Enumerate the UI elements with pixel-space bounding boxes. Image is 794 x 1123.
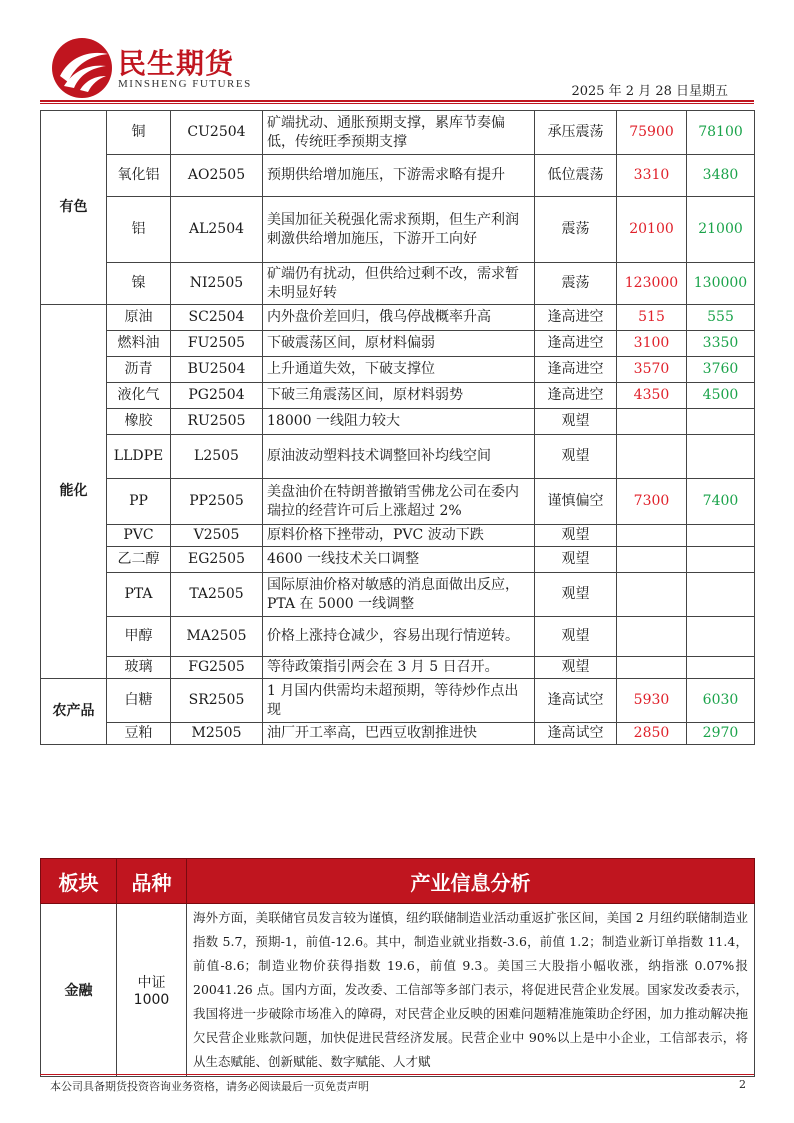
contract-code-cell: L2505 [171,435,263,479]
strategy-cell: 观望 [535,617,617,657]
high-price-cell [687,435,755,479]
low-price-cell: 3570 [617,357,687,383]
strategy-cell: 观望 [535,547,617,573]
high-price-cell [687,617,755,657]
table-row [41,723,755,745]
table-row [41,573,755,617]
page-number: 2 [739,1078,746,1091]
low-price-cell: 4350 [617,383,687,409]
strategy-cell: 逢高试空 [535,723,617,745]
high-price-cell: 3350 [687,331,755,357]
table-row [41,479,755,525]
variety-cell: PVC [107,525,171,547]
high-price-cell [687,657,755,679]
view-cell: 内外盘价差回归，俄乌停战概率升高 [263,305,535,331]
table-row [41,657,755,679]
table-row [41,197,755,263]
variety-cell: 白糖 [107,679,171,723]
contract-code-cell: PG2504 [171,383,263,409]
low-price-cell [617,657,687,679]
view-cell: 下破震荡区间，原材料偏弱 [263,331,535,357]
low-price-cell: 7300 [617,479,687,525]
view-cell: 4600 一线技术关口调整 [263,547,535,573]
view-cell: 原油波动塑料技术调整回补均线空间 [263,435,535,479]
contract-code-cell: V2505 [171,525,263,547]
view-cell: 上升通道失效，下破支撑位 [263,357,535,383]
strategy-cell: 逢高进空 [535,305,617,331]
variety-cell: 玻璃 [107,657,171,679]
table-row [41,305,755,331]
view-cell: 下破三角震荡区间，原材料弱势 [263,383,535,409]
header-sector: 板块 [41,859,117,904]
industry-analysis-table [40,858,755,1077]
high-price-cell [687,547,755,573]
variety-cell: 铝 [107,197,171,263]
low-price-cell: 20100 [617,197,687,263]
contract-code-cell: BU2504 [171,357,263,383]
table-row [41,383,755,409]
view-cell: 矿端扰动、通胀预期支撑，累库节奏偏低，传统旺季预期支撑 [263,111,535,155]
strategy-cell: 观望 [535,435,617,479]
strategy-table [40,110,755,745]
header-variety: 品种 [117,859,187,904]
high-price-cell: 78100 [687,111,755,155]
table-row [41,409,755,435]
low-price-cell [617,547,687,573]
low-price-cell: 123000 [617,263,687,305]
view-cell: 预期供给增加施压，下游需求略有提升 [263,155,535,197]
view-cell: 矿端仍有扰动，但供给过剩不改，需求暂未明显好转 [263,263,535,305]
analysis-header-row [41,859,755,904]
footer-disclaimer: 本公司具备期货投资咨询业务资格，请务必阅读最后一页免责声明 [50,1080,369,1093]
variety-cell: PP [107,479,171,525]
header-divider-thin [40,103,754,104]
strategy-cell: 逢高进空 [535,331,617,357]
variety-cell: 镍 [107,263,171,305]
high-price-cell: 555 [687,305,755,331]
high-price-cell: 4500 [687,383,755,409]
analysis-text: 海外方面，美联储官员发言较为谨慎，纽约联储制造业活动重返扩张区间，美国 2 月纽约联储制造业指数 5.7，预期-1，前值-12.6。其中，制造业就业指数-3.6，前值 1.2；制造业新订单指数 11.4，前值-8.6；制造业物价获得指数 19.6，前值 9.3。美国三大股指小幅收涨，纳指涨 0.07%报 20041.26 点。国内方面，发改委、工信部等多部门表示，将促进民营企业发展。国家发改委表示，我国将进一步破除市场准入的障碍，对民营企业反映的困难问题精准施策助企纾困，加力推动解决拖欠民营企业账款问题，加快促进民营经济发展。民营企业中 90%以上是中小企业，工信部表示，将从生态赋能、创新赋能、数字赋能、人才赋 [187,904,755,1077]
table-row [41,111,755,155]
low-price-cell: 3310 [617,155,687,197]
sector-cell: 能化 [41,305,107,679]
low-price-cell [617,435,687,479]
header-analysis: 产业信息分析 [187,859,755,904]
contract-code-cell: NI2505 [171,263,263,305]
low-price-cell [617,617,687,657]
footer-divider [40,1074,754,1075]
contract-code-cell: AO2505 [171,155,263,197]
low-price-cell [617,573,687,617]
analysis-variety-line2: 1000 [133,992,170,1008]
high-price-cell: 6030 [687,679,755,723]
high-price-cell [687,525,755,547]
strategy-cell: 逢高进空 [535,357,617,383]
view-cell: 18000 一线阻力较大 [263,409,535,435]
variety-cell: 液化气 [107,383,171,409]
table-row [41,357,755,383]
low-price-cell: 5930 [617,679,687,723]
variety-cell: 氧化铝 [107,155,171,197]
strategy-cell: 逢高进空 [535,383,617,409]
contract-code-cell: FG2505 [171,657,263,679]
sector-cell: 农产品 [41,679,107,745]
view-cell: 美盘油价在特朗普撤销雪佛龙公司在委内瑞拉的经营许可后上涨超过 2% [263,479,535,525]
strategy-cell: 观望 [535,573,617,617]
strategy-cell: 谨慎偏空 [535,479,617,525]
contract-code-cell: CU2504 [171,111,263,155]
view-cell: 美国加征关税强化需求预期，但生产利润刺激供给增加施压，下游开工向好 [263,197,535,263]
analysis-variety-line1: 中证 [137,975,166,991]
table-row [41,435,755,479]
contract-code-cell: EG2505 [171,547,263,573]
variety-cell: LLDPE [107,435,171,479]
contract-code-cell: PP2505 [171,479,263,525]
table-row [41,331,755,357]
view-cell: 油厂开工率高，巴西豆收割推进快 [263,723,535,745]
analysis-variety [117,904,187,1077]
table-row [41,547,755,573]
contract-code-cell: MA2505 [171,617,263,657]
high-price-cell: 2970 [687,723,755,745]
high-price-cell: 130000 [687,263,755,305]
contract-code-cell: SR2505 [171,679,263,723]
variety-cell: 原油 [107,305,171,331]
variety-cell: 豆粕 [107,723,171,745]
low-price-cell [617,525,687,547]
view-cell: 等待政策指引两会在 3 月 5 日召开。 [263,657,535,679]
analysis-row [41,904,755,1077]
low-price-cell: 75900 [617,111,687,155]
high-price-cell [687,409,755,435]
strategy-cell: 低位震荡 [535,155,617,197]
contract-code-cell: M2505 [171,723,263,745]
high-price-cell: 21000 [687,197,755,263]
table-row [41,679,755,723]
table-row [41,617,755,657]
low-price-cell [617,409,687,435]
low-price-cell: 515 [617,305,687,331]
header-divider [40,100,754,102]
contract-code-cell: TA2505 [171,573,263,617]
view-cell: 原料价格下挫带动，PVC 波动下跌 [263,525,535,547]
table-row [41,155,755,197]
contract-code-cell: FU2505 [171,331,263,357]
strategy-cell: 观望 [535,657,617,679]
strategy-cell: 观望 [535,525,617,547]
strategy-cell: 承压震荡 [535,111,617,155]
contract-code-cell: AL2504 [171,197,263,263]
view-cell: 价格上涨持仓减少，容易出现行情逆转。 [263,617,535,657]
variety-cell: 橡胶 [107,409,171,435]
variety-cell: 铜 [107,111,171,155]
high-price-cell: 3760 [687,357,755,383]
high-price-cell: 3480 [687,155,755,197]
contract-code-cell: SC2504 [171,305,263,331]
strategy-cell: 逢高试空 [535,679,617,723]
view-cell: 国际原油价格对敏感的消息面做出反应，PTA 在 5000 一线调整 [263,573,535,617]
sector-cell: 有色 [41,111,107,305]
table-row [41,263,755,305]
brand-name-en: MINSHENG FUTURES [118,78,252,90]
table-row [41,525,755,547]
high-price-cell: 7400 [687,479,755,525]
strategy-cell: 震荡 [535,197,617,263]
low-price-cell: 2850 [617,723,687,745]
contract-code-cell: RU2505 [171,409,263,435]
brand-name-cn: 民生期货 [118,47,235,80]
page-header [0,0,794,105]
variety-cell: 沥青 [107,357,171,383]
analysis-sector: 金融 [41,904,117,1077]
variety-cell: PTA [107,573,171,617]
low-price-cell: 3100 [617,331,687,357]
variety-cell: 乙二醇 [107,547,171,573]
strategy-cell: 震荡 [535,263,617,305]
minsheng-logo-icon [50,36,114,100]
high-price-cell [687,573,755,617]
variety-cell: 甲醇 [107,617,171,657]
variety-cell: 燃料油 [107,331,171,357]
strategy-cell: 观望 [535,409,617,435]
view-cell: 1 月国内供需均未超预期，等待炒作点出现 [263,679,535,723]
report-date: 2025 年 2 月 28 日星期五 [571,84,728,99]
